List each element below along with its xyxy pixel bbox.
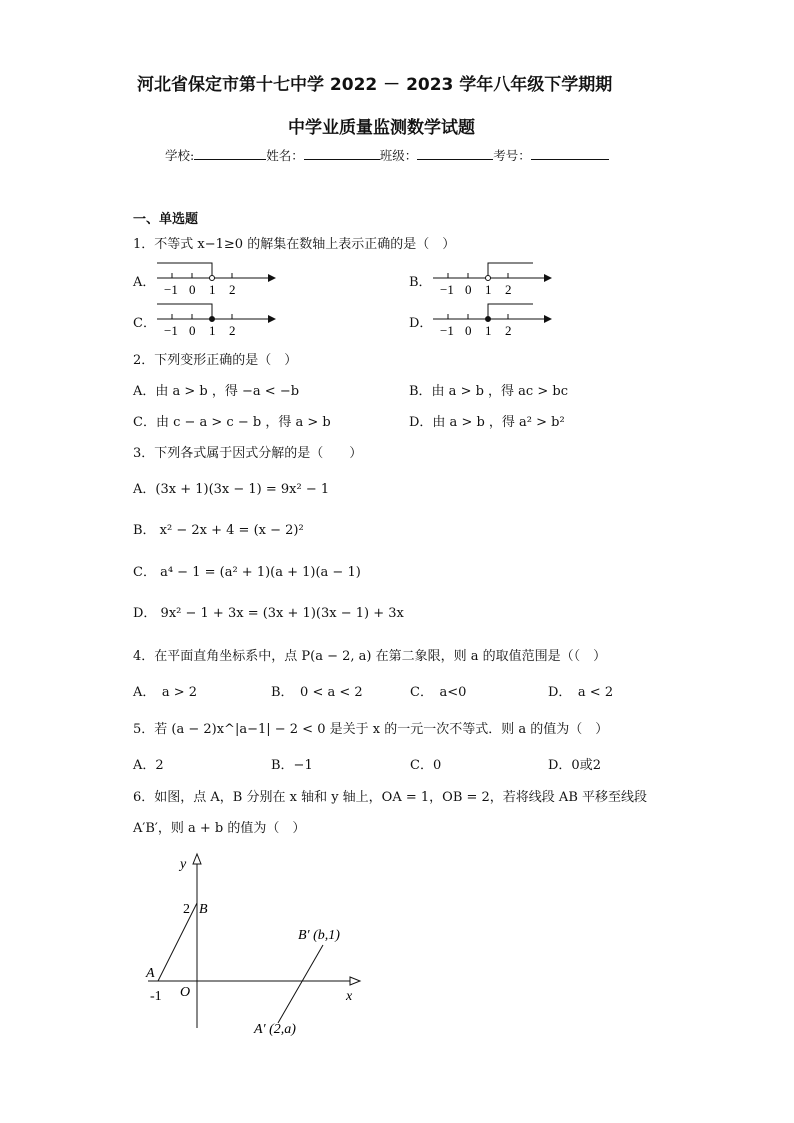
q3-option-b: B． x² − 2x + 4 = (x − 2)²: [133, 523, 304, 538]
q4-option-d: D． a < 2: [548, 685, 614, 700]
school-label: 学校:: [165, 148, 195, 163]
two-label: 2: [183, 902, 190, 917]
tick-0: 0: [465, 282, 472, 297]
q1-number-line-c: [152, 299, 277, 339]
tick-2: 2: [505, 323, 512, 338]
q3-option-c: C． a⁴ − 1 = (a² + 1)(a + 1)(a − 1): [133, 565, 361, 580]
q4-option-c: C． a<0: [410, 685, 467, 700]
tick-1: 1: [485, 282, 492, 297]
class-blank[interactable]: [417, 147, 493, 160]
q4-stem: 4．在平面直角坐标系中，点 P(a − 2, a) 在第二象限，则 a 的取值范围是（（ ）: [133, 649, 607, 664]
tick-1: 1: [209, 282, 216, 297]
q2-option-b: B．由 a > b ，得 ac > bc: [409, 384, 568, 399]
q3-stem: 3．下列各式属于因式分解的是（ ）: [133, 446, 363, 461]
student-info-row: [165, 146, 609, 164]
point-b-label: B: [199, 902, 208, 917]
tick-1: 1: [485, 323, 492, 338]
tick-0: 0: [189, 323, 196, 338]
name-blank[interactable]: [304, 147, 380, 160]
tick-neg1: −1: [440, 282, 454, 297]
q1-number-line-d: [428, 299, 553, 339]
origin-label: O: [180, 985, 191, 1000]
q3-option-d: D． 9x² − 1 + 3x = (3x + 1)(3x − 1) + 3x: [133, 606, 404, 621]
point-a-prime-label: A′ (2,a): [254, 1022, 296, 1037]
q1-option-a-label: A．: [133, 275, 156, 290]
q5-option-d: D．0或2: [548, 758, 601, 773]
q6-stem-line2: A′B′，则 a + b 的值为（ ）: [133, 821, 306, 836]
q4-option-a: A． a > 2: [133, 685, 198, 700]
q5-stem: 5．若 (a − 2)x^|a−1| − 2 < 0 是关于 x 的一元一次不等式．则 a 的值为（ ）: [133, 722, 609, 737]
q4-option-b: B． 0 < a < 2: [271, 685, 363, 700]
tick-0: 0: [189, 282, 196, 297]
number-blank[interactable]: [531, 147, 609, 160]
neg1-label: -1: [150, 989, 162, 1004]
q2-option-c: C．由 c − a > c − b ，得 a > b: [133, 415, 331, 430]
q1-number-line-b: [428, 258, 553, 298]
tick-2: 2: [229, 282, 236, 297]
x-axis-label: x: [346, 989, 353, 1004]
section-title: 一、单选题: [133, 212, 199, 227]
q5-option-b: B．−1: [271, 758, 313, 773]
name-label: 姓名：: [266, 148, 304, 163]
q2-stem: 2．下列变形正确的是（ ）: [133, 353, 298, 368]
q6-coordinate-figure: [140, 850, 370, 1040]
q2-option-d: D．由 a > b ，得 a² > b²: [409, 415, 565, 430]
tick-1: 1: [209, 323, 216, 338]
q5-option-c: C．0: [410, 758, 442, 773]
q6-stem-line1: 6．如图，点 A，B 分别在 x 轴和 y 轴上，OA = 1，OB = 2，若将线段 AB 平移至线段: [133, 790, 648, 805]
tick-2: 2: [229, 323, 236, 338]
q3-option-a: A．(3x + 1)(3x − 1) = 9x² − 1: [133, 482, 330, 497]
q2-option-a: A．由 a > b ，得 −a < −b: [133, 384, 300, 399]
page-title-line2: 中学业质量监测数学试题: [288, 118, 475, 138]
tick-neg1: −1: [164, 323, 178, 338]
tick-neg1: −1: [440, 323, 454, 338]
school-blank[interactable]: [194, 147, 266, 160]
q1-option-b-label: B．: [409, 275, 432, 290]
class-label: 班级：: [379, 148, 418, 163]
tick-2: 2: [505, 282, 512, 297]
q1-stem: 1．不等式 x−1≥0 的解集在数轴上表示正确的是（ ）: [133, 237, 456, 252]
q1-option-c-label: C．: [133, 316, 156, 331]
tick-neg1: −1: [164, 282, 178, 297]
point-a-label: A: [146, 966, 155, 981]
point-b-prime-label: B′ (b,1): [298, 928, 340, 943]
page-title-line1: 河北省保定市第十七中学 2022 － 2023 学年八年级下学期期: [137, 75, 613, 95]
q5-option-a: A．2: [133, 758, 164, 773]
q1-option-d-label: D．: [409, 316, 433, 331]
tick-0: 0: [465, 323, 472, 338]
q1-number-line-a: [152, 258, 277, 298]
number-label: 考号：: [493, 148, 531, 163]
y-axis-label: y: [180, 857, 187, 872]
